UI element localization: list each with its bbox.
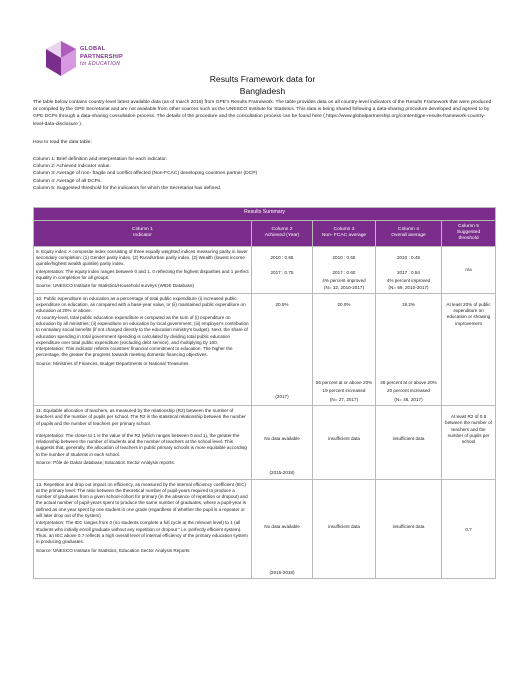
gpe-logo-mark [44, 40, 78, 78]
table-row [34, 405, 496, 479]
threshold-cell: At least 20% of public expenditure on education or showing improvement [442, 293, 496, 405]
indicator-cell: 9. Equity index: A composite index consisting of three equally weighted indices measuring parity in lower secondary completion: (1) Gender parity index, (2) Rural/Urban parity index, (3) Wealth (lowest income quintile/highest wealth quintile) parity index. Interpretation: The equity index ranges between 0 and 1, 0 reflecting the highest disparities and 1 perfect equality in completion for all groups. Source: UNESCO Institute for Statistics/Household surveys (WIDE Database) [34, 246, 252, 293]
table-row [34, 479, 496, 579]
achieved-cell: No data available (2015-2018) [252, 479, 313, 579]
overall-cell: insufficient data [376, 405, 442, 479]
header-column-3: Column 3 Non- FCAC average [313, 221, 376, 247]
non-fcac-cell: 20.0% 56 percent at or above 20% 19 percent increased (N= 27, 2017) [313, 293, 376, 405]
column-desc-2: Column 2: Achieved indicator value. [33, 164, 111, 170]
gpe-logo-text: GLOBAL PARTNERSHIP for EDUCATION [80, 46, 123, 68]
achieved-cell: 2010 : 0.65 2017 : 0.75 [252, 246, 313, 293]
threshold-cell: At least R2 of 0.8 between the number of teachers and the number of pupils per school [442, 405, 496, 479]
threshold-cell: 0.7 [442, 479, 496, 579]
page-title: Results Framework data for Bangladesh [209, 74, 316, 96]
intro-paragraph: The table below contains country-level latest available data (as of march 2019) from GPE's Results Framework. The table provides data on all country-level indicators of the Results Framework that were produced or compiled by the GPE Secretariat and are not available from other sources such as the UNESCO Institute for Statistics. This data is being shared following a data-sharing procedure developed and agreed to by GPE DCPs through a data-sharing consultation process. The details of the procedure and the consultation process can be found here ( https://www.globalpartnership.org/content/gpe-results-framework-country-level-data-disclosure ). [33, 100, 492, 127]
results-table [33, 207, 496, 579]
table-row [34, 293, 496, 405]
header-column-1: Column 1 Indicator [34, 221, 252, 247]
non-fcac-cell: insufficient data [313, 479, 376, 579]
overall-cell: 2010 : 0.49 2017 : 0.54 4% percent improved (N= 59, 2010-2017) [376, 246, 442, 293]
indicator-cell: 13. Repetition and drop out impact on efficiency, as measured by the internal efficiency coefficient (IEC) at the primary level: The ratio between the theoretical number of pupil-years required to produce a number of graduates from a given school-cohort for primary (in the absence of repetition or dropout) and the actual number of pupil-years spent to produce the same number of graduates, where a pupil-year is defined as one year spent by one student in one grade (regardless of whether the pupil is a repeater or will later drop out of the system) Interpretation: The IEC ranges from 0 (no students complete a full cycle at the relevant level) to 1 (all students who initially enroll graduate without any repetition or dropout " i.e. perfectly efficient system). Thus, an IEC above 0.7 reflects a high overall level of internal efficiency of the primary education system in producing graduates. Source: UNESCO Institute for Statistics, Education Sector Analysis Reports [34, 479, 252, 579]
non-fcac-cell: 2010 : 0.56 2017 : 0.60 4% percent improved (N= 32, 2010-2017) [313, 246, 376, 293]
non-fcac-cell: insufficient data [313, 405, 376, 479]
threshold-cell: n/a [442, 246, 496, 293]
column-desc-1: Column 1: Brief definition and interpretation for each indicator. [33, 157, 168, 162]
column-desc-3: Column 3: Average of non- fragile and conflict affected (Non-FCAC) developing countries partner (DCP) [33, 171, 258, 177]
achieved-cell: 20.5% (2017) [252, 293, 313, 405]
column-descriptions [33, 156, 257, 192]
overall-cell: 19.2% 46 percent at or above 20% 20 percent increased (N= 46, 2017) [376, 293, 442, 405]
overall-cell: insufficient data [376, 479, 442, 579]
column-desc-4: Column 4: Average of all DCPs. [33, 178, 102, 184]
header-column-5: Column 5 Suggested threshold [442, 221, 496, 247]
indicator-cell: 11. Equitable allocation of teachers, as measured by the relationship (R2) between the number of teachers and the number of pupils per school. The R2 is the statistical relationship between the number of pupils and the number of teachers per primary school. Interpretation: The closer to 1 is the value of the R2 (which ranges between 0 and 1), the greater the relationship between the number of students and the number of teachers at the school level. This suggests that, generally, the allocation of teachers in public primary schools is more equitable according to the number of students in each school. Source: Pôle de Dakar database; Education Sector Analysis reports. [34, 405, 252, 479]
table-row [34, 246, 496, 293]
header-column-4: Column 4 Overall average [376, 221, 442, 247]
results-summary-header: Results Summary [34, 208, 496, 221]
column-desc-5: Column 5: Suggested threshold for the indicators for which the Secretariat has defined. [33, 185, 222, 191]
header-column-2: Column 2 Achieved (Year) [252, 221, 313, 247]
achieved-cell: No data available (2015-2018) [252, 405, 313, 479]
how-to-read-heading: How to read the data table: [33, 140, 92, 145]
indicator-cell: 10. Public expenditure on education as a percentage of total public expenditure (i) increased public expenditure on education, as compared with a base-year value, or (ii) maintained public expenditure on education at 20% or above. At country-level, total public education expenditure is computed as the sum of (i) expenditure on education by all ministries; (ii) expenditure on education by local government; (iii) employer's contribution to nonsalary social benefits (if not charged directly to the education ministry's budget). Next, the share of education spending in total government spending is calculated by dividing total public education expenditure over total public expenditure (excluding debt service), and multiplying by 100. Interpretation: This indicator reflects countries' financial commitment to education. The higher the percentage, the greater the progress towards meeting domestic financing objectives. Source: Ministries of Finances, Budget Departments or National Treasuries [34, 293, 252, 405]
